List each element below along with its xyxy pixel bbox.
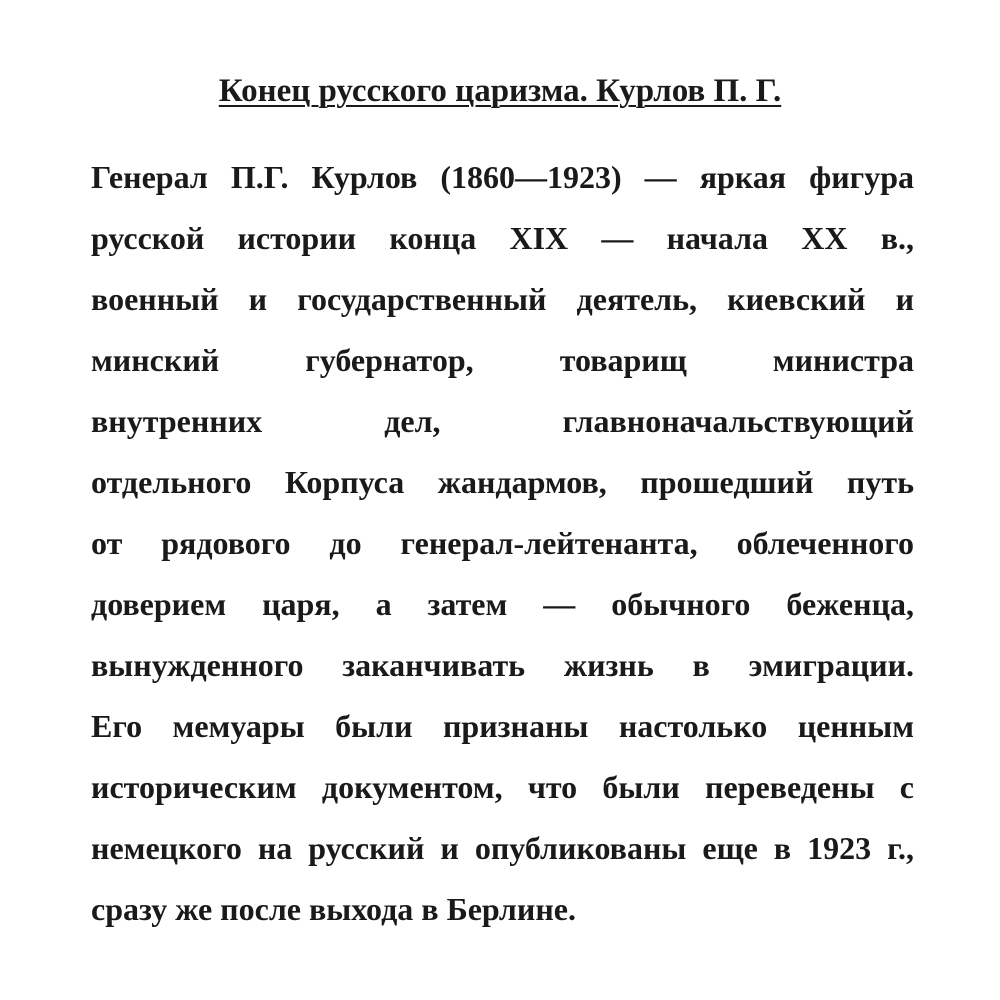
paragraph-line-9: вынужденного заканчивать жизнь в эмиграции. <box>91 647 914 683</box>
paragraph-line-11: историческим документом, что были переведены с <box>91 769 914 805</box>
paragraph-line-10: Его мемуары были признаны настолько ценным <box>91 708 914 744</box>
page-title-text: Конец русского царизма. Курлов П. Г. <box>218 73 782 109</box>
paragraph-line-2: русской истории конца XIX — начала XX в., <box>91 220 914 256</box>
paragraph-line-5: внутренних дел, главноначальствующий <box>91 403 914 439</box>
paragraph-line-12: немецкого на русский и опубликованы еще в 1923 г., <box>91 830 914 866</box>
paragraph-line-3: военный и государственный деятель, киевский и <box>91 281 914 317</box>
paragraph-line-1: Генерал П.Г. Курлов (1860—1923) — яркая фигура <box>91 159 914 195</box>
paragraph-line-4: минский губернатор, товарищ министра <box>91 342 914 378</box>
paragraph-line-7: от рядового до генерал-лейтенанта, облеченного <box>91 525 914 561</box>
paragraph-line-6: отдельного Корпуса жандармов, прошедший путь <box>91 464 914 500</box>
body-paragraph <box>91 147 914 940</box>
page-title <box>0 71 1000 111</box>
paragraph-line-8: доверием царя, а затем — обычного беженца, <box>91 586 914 622</box>
paragraph-line-13: сразу же после выхода в Берлине. <box>91 891 576 927</box>
